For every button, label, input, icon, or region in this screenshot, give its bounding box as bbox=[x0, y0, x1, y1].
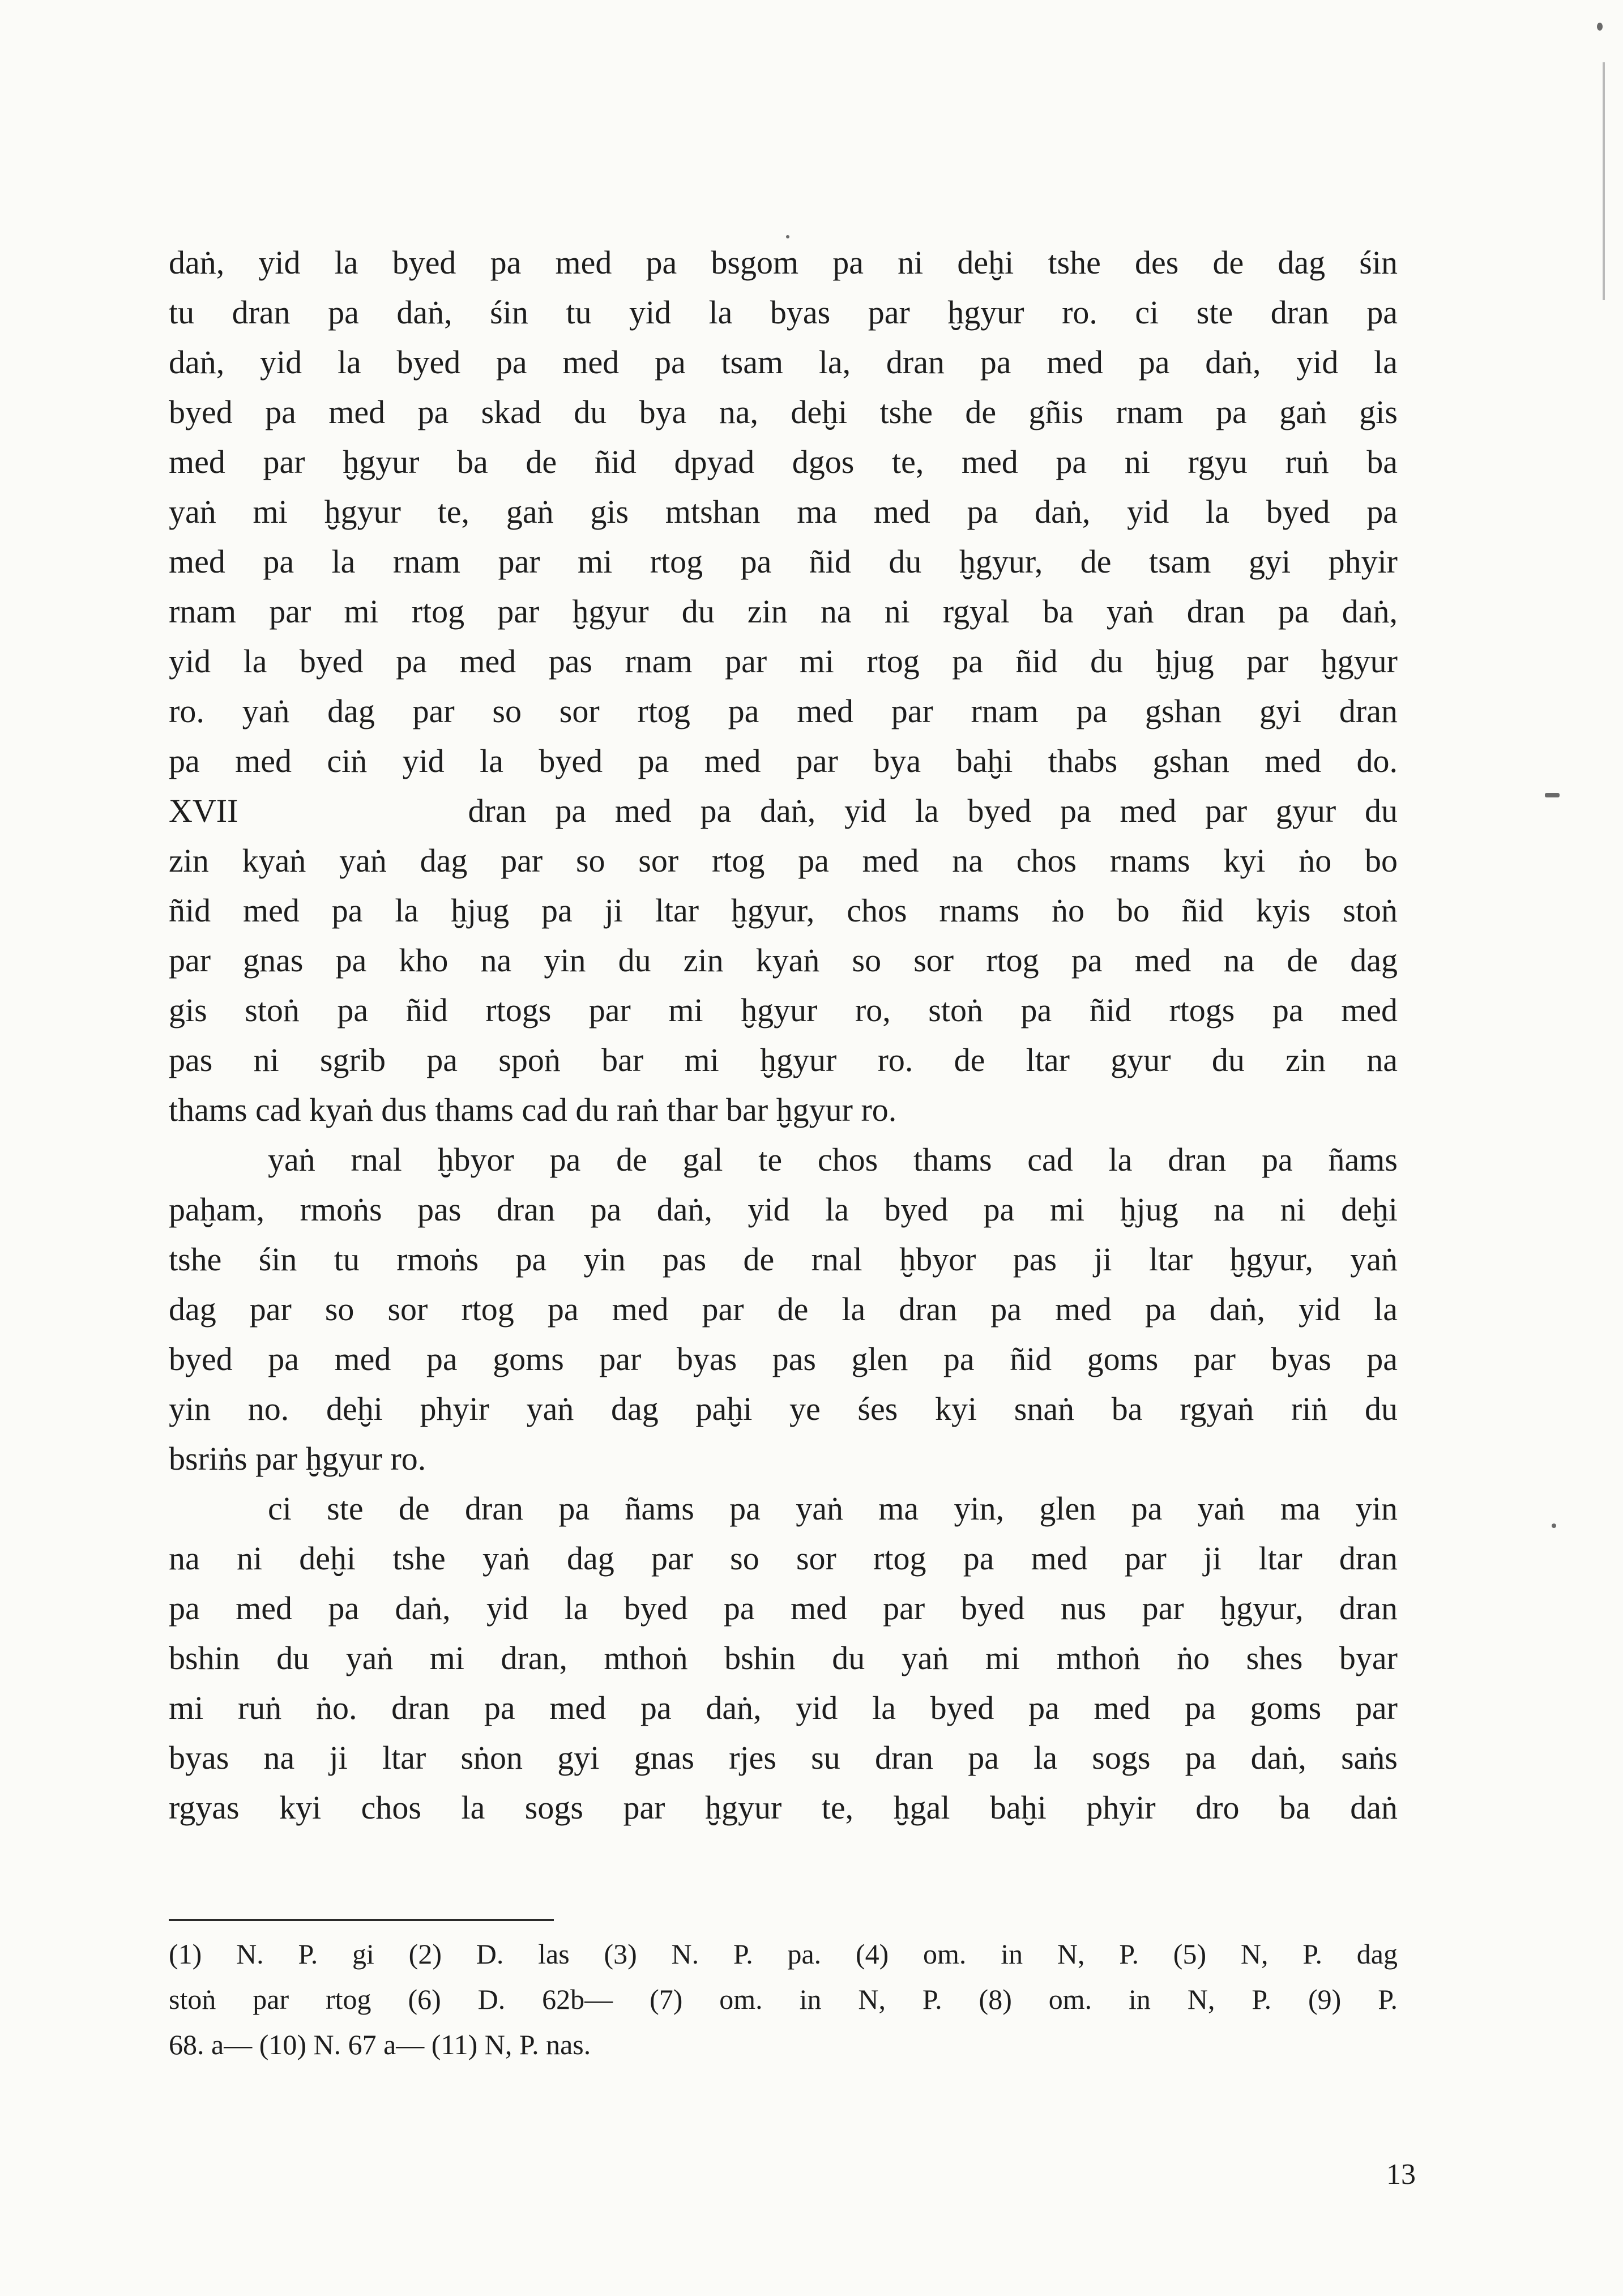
text-line: rgyas kyi chos la sogs par ḫgyur te, ḫgal baḫi phyir dro ba daṅ bbox=[169, 1789, 1398, 1826]
text-line: daṅ, yid la byed pa med pa bsgom pa ni deḫi tshe des de dag śin bbox=[169, 244, 1398, 281]
main-text bbox=[169, 238, 1398, 1833]
text-line: ñid med pa la ḫjug pa ji ltar ḫgyur, chos rnams ṅo bo ñid kyis stoṅ bbox=[169, 892, 1398, 929]
text-line: bsriṅs par ḫgyur ro. bbox=[169, 1440, 426, 1477]
text-line: yaṅ mi ḫgyur te, gaṅ gis mtshan ma med pa daṅ, yid la byed pa bbox=[169, 493, 1398, 530]
text-line: paḫam, rmoṅs pas dran pa daṅ, yid la byed pa mi ḫjug na ni deḫi bbox=[169, 1191, 1398, 1228]
text-line: bshin du yaṅ mi dran, mthoṅ bshin du yaṅ mi mthoṅ ṅo shes byar bbox=[169, 1640, 1398, 1676]
text-line: med pa la rnam par mi rtog pa ñid du ḫgyur, de tsam gyi phyir bbox=[169, 543, 1398, 580]
text-line: ro. yaṅ dag par so sor rtog pa med par rnam pa gshan gyi dran bbox=[169, 693, 1398, 729]
footnote-line: stoṅ par rtog (6) D. 62b— (7) om. in N, P. (8) om. in N, P. (9) P. bbox=[169, 1983, 1398, 2015]
text-line: tu dran pa daṅ, śin tu yid la byas par ḫgyur ro. ci ste dran pa bbox=[169, 294, 1398, 331]
scan-edge-mark bbox=[1603, 62, 1605, 300]
paragraph-start-line: yaṅ rnal ḫbyor pa de gal te chos thams cad la dran pa ñams bbox=[268, 1141, 1398, 1178]
footnote-line: 68. a— (10) N. 67 a— (11) N, P. nas. bbox=[169, 2029, 591, 2060]
text-line: byas na ji ltar sṅon gyi gnas rjes su dran pa la sogs pa daṅ, saṅs bbox=[169, 1739, 1398, 1776]
text-line: gis stoṅ pa ñid rtogs par mi ḫgyur ro, stoṅ pa ñid rtogs pa med bbox=[169, 992, 1398, 1028]
paragraph-start-line: ci ste de dran pa ñams pa yaṅ ma yin, glen pa yaṅ ma yin bbox=[268, 1490, 1398, 1527]
text-line: pa med ciṅ yid la byed pa med par bya baḫi thabs gshan med do. bbox=[169, 742, 1398, 779]
scan-speck bbox=[1597, 23, 1603, 31]
text-line: rnam par mi rtog par ḫgyur du zin na ni rgyal ba yaṅ dran pa daṅ, bbox=[169, 593, 1398, 630]
text-line: yid la byed pa med pas rnam par mi rtog pa ñid du ḫjug par ḫgyur bbox=[169, 643, 1398, 680]
text-line: med par ḫgyur ba de ñid dpyad dgos te, med pa ni rgyu ruṅ ba bbox=[169, 443, 1398, 480]
text-line: zin kyaṅ yaṅ dag par so sor rtog pa med na chos rnams kyi ṅo bo bbox=[169, 842, 1398, 879]
text-line: par gnas pa kho na yin du zin kyaṅ so sor rtog pa med na de dag bbox=[169, 942, 1398, 979]
section-heading-line: XVII dran pa med pa daṅ, yid la byed pa med par gyur du bbox=[169, 792, 1398, 829]
footnotes bbox=[169, 1931, 1398, 2067]
page-number: 13 bbox=[1386, 2158, 1416, 2191]
text-line: dag par so sor rtog pa med par de la dran pa med pa daṅ, yid la bbox=[169, 1291, 1398, 1328]
text-line: mi ruṅ ṅo. dran pa med pa daṅ, yid la byed pa med pa goms par bbox=[169, 1689, 1398, 1726]
scan-speck bbox=[1552, 1523, 1556, 1528]
text-line: pa med pa daṅ, yid la byed pa med par byed nus par ḫgyur, dran bbox=[169, 1590, 1398, 1627]
footnote-line: (1) N. P. gi (2) D. las (3) N. P. pa. (4) om. in N, P. (5) N, P. dag bbox=[169, 1938, 1398, 1970]
footnote-divider bbox=[169, 1919, 554, 1921]
text-line: byed pa med pa goms par byas pas glen pa ñid goms par byas pa bbox=[169, 1341, 1398, 1377]
text-line: tshe śin tu rmoṅs pa yin pas de rnal ḫbyor pas ji ltar ḫgyur, yaṅ bbox=[169, 1241, 1398, 1278]
text-line: thams cad kyaṅ dus thams cad du raṅ thar bar ḫgyur ro. bbox=[169, 1091, 897, 1128]
scan-speck bbox=[786, 235, 789, 238]
text-line: daṅ, yid la byed pa med pa tsam la, dran pa med pa daṅ, yid la bbox=[169, 344, 1398, 381]
text-line: byed pa med pa skad du bya na, deḫi tshe de gñis rnam pa gaṅ gis bbox=[169, 394, 1398, 430]
text-line: yin no. deḫi phyir yaṅ dag paḫi ye śes kyi snaṅ ba rgyaṅ riṅ du bbox=[169, 1390, 1398, 1427]
text-line: na ni deḫi tshe yaṅ dag par so sor rtog pa med par ji ltar dran bbox=[169, 1540, 1398, 1577]
scan-speck bbox=[1545, 793, 1560, 797]
text-line: pas ni sgrib pa spoṅ bar mi ḫgyur ro. de ltar gyur du zin na bbox=[169, 1042, 1398, 1078]
